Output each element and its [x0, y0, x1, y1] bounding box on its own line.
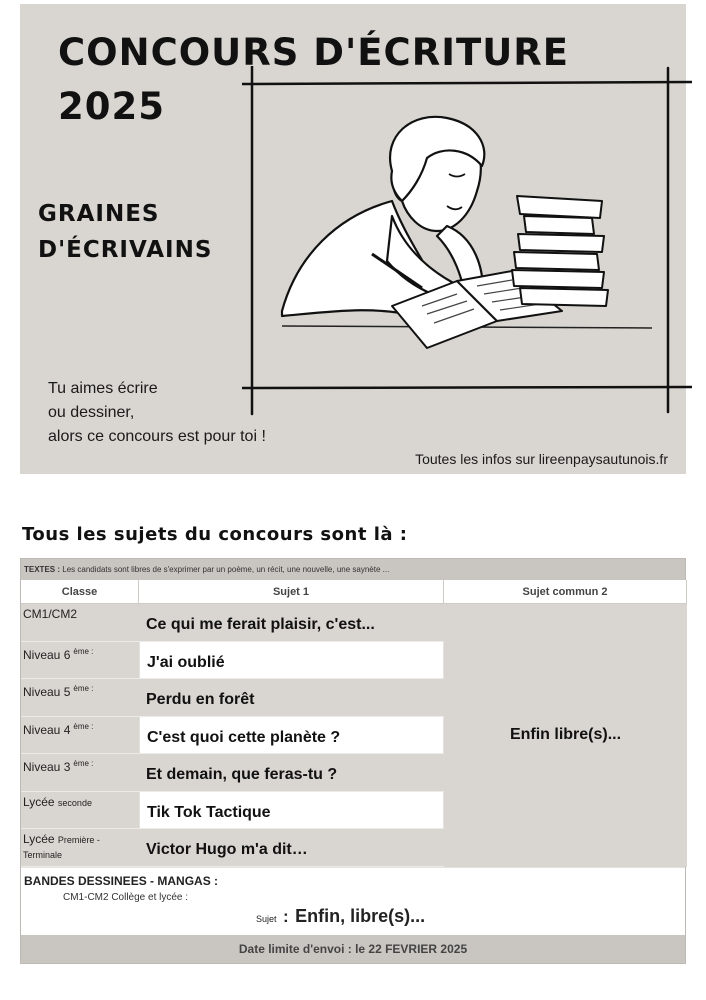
textes-text: Les candidats sont libres de s'exprimer par un poème, un récit, une nouvelle, une saynète ...: [62, 565, 390, 574]
bd-sujet-value: Enfin, libre(s)...: [295, 905, 426, 926]
poster-pitch: [48, 377, 266, 449]
classe-detail: Première - Terminale: [23, 835, 100, 860]
classe-cell: [21, 642, 139, 680]
classe-label: Lycée: [23, 794, 55, 809]
pitch-line: alors ce concours est pour toi !: [48, 428, 266, 445]
classe-cell: [21, 604, 139, 642]
sujet-1-cell: J'ai oublié: [139, 642, 444, 680]
bd-sujet-label: Sujet: [256, 913, 277, 924]
classe-label: Niveau 4: [23, 722, 71, 737]
classe-label: Niveau 6: [23, 647, 71, 662]
classe-cell: [21, 679, 139, 717]
poster-subtitle: [38, 196, 212, 268]
poster-title-line: CONCOURS D'ÉCRITURE: [58, 31, 570, 74]
classe-cell: [21, 829, 139, 867]
bd-levels: CM1-CM2 Collège et lycée :: [63, 891, 189, 903]
classe-label: Niveau 5: [23, 685, 71, 699]
topics-heading: Tous les sujets du concours sont là :: [22, 524, 408, 545]
deadline-bar: Date limite d'envoi : le 22 FEVRIER 2025: [21, 935, 685, 963]
sujet-1-cell: Et demain, que feras-tu ?: [139, 754, 444, 792]
sujet-commun-cell: Enfin libre(s)...: [444, 604, 687, 867]
classe-cell: [21, 792, 139, 830]
sujet-1-cell: Ce qui me ferait plaisir, c'est...: [139, 604, 444, 642]
topics-grid: [21, 580, 685, 867]
header-sujet-1: Sujet 1: [139, 580, 444, 604]
header-classe: Classe: [21, 580, 139, 604]
reading-illustration: [242, 66, 692, 416]
classe-sup: ème :: [73, 684, 94, 693]
bd-title: BANDES DESSINEES - MANGAS :: [24, 873, 219, 888]
pitch-line: ou dessiner,: [48, 404, 135, 421]
website-info: Toutes les infos sur lireenpaysautunois.fr: [415, 451, 668, 467]
textes-info-bar: [21, 559, 685, 580]
textes-label: TEXTES :: [24, 565, 61, 574]
classe-label: CM1/CM2: [23, 607, 78, 621]
sujet-1-cell: Victor Hugo m'a dit…: [139, 829, 444, 867]
classe-sup: ème :: [73, 721, 94, 731]
bd-mangas-section: [21, 867, 685, 935]
bd-sujet: [256, 906, 425, 927]
header-sujet-commun: Sujet commun 2: [444, 580, 687, 604]
topics-table: [20, 558, 686, 964]
poster: [20, 4, 686, 474]
classe-label: Niveau 3: [23, 760, 71, 774]
sujet-1-cell: Tik Tok Tactique: [139, 792, 444, 830]
classe-cell: [21, 754, 139, 792]
illustration-frame: [242, 66, 692, 416]
classe-cell: [21, 717, 139, 755]
sujet-1-cell: Perdu en forêt: [139, 679, 444, 717]
poster-subtitle-line: GRAINES: [38, 201, 160, 227]
sujet-1-cell: C'est quoi cette planète ?: [139, 717, 444, 755]
pitch-line: Tu aimes écrire: [48, 380, 158, 397]
bd-sujet-colon: :: [282, 906, 289, 926]
classe-sup: ème :: [73, 759, 94, 768]
classe-label: Lycée: [23, 832, 55, 846]
classe-detail: seconde: [57, 797, 92, 808]
poster-subtitle-line: D'ÉCRIVAINS: [38, 237, 213, 263]
classe-sup: ème :: [73, 646, 94, 656]
poster-title-year: 2025: [58, 85, 165, 128]
